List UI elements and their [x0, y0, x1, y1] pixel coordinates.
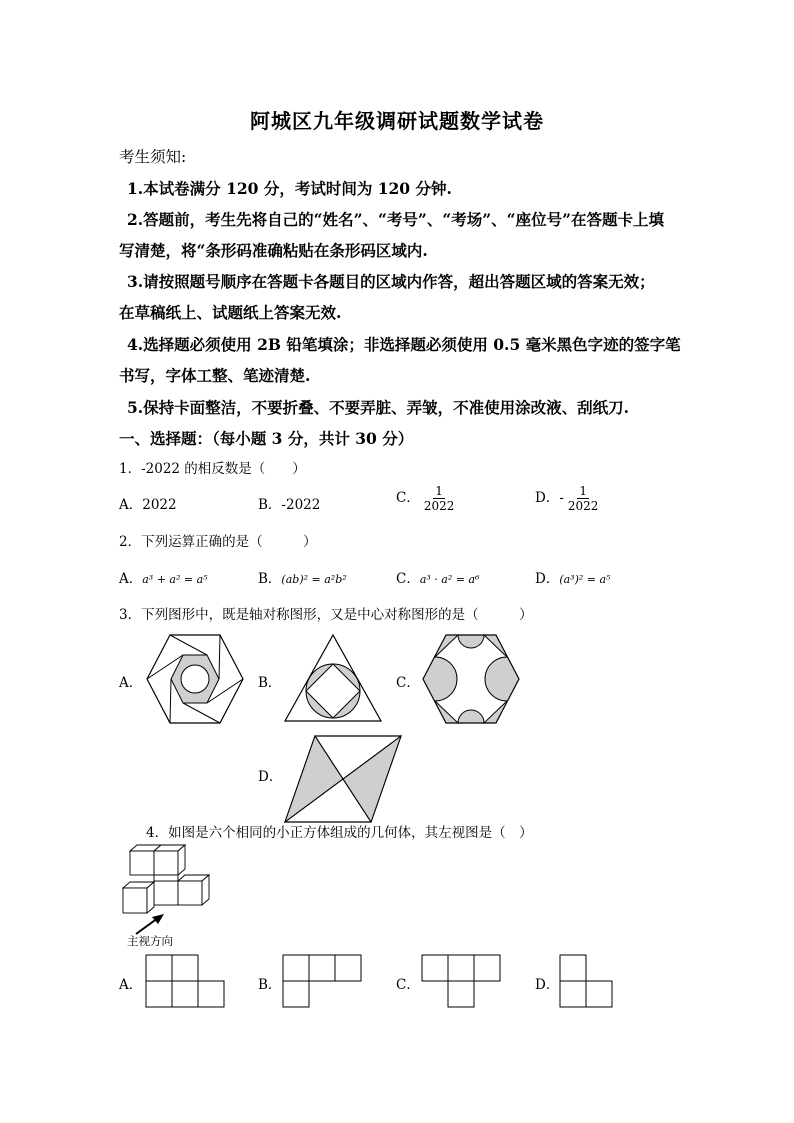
q2-option-c-prefix: C．	[396, 571, 420, 587]
q2-option-d-prefix: D．	[535, 571, 560, 587]
q3-option-c-label: C．	[396, 675, 420, 691]
q2-option-d-formula: (a³)² = a⁵	[559, 573, 611, 586]
q4-view-d	[559, 954, 617, 1008]
q1-option-a: A．2022	[119, 497, 177, 513]
notice-item: 在草稿纸上、试题纸上答案无效.	[119, 303, 342, 322]
fraction-numerator: 1	[435, 484, 443, 498]
question-2-stem: 2．下列运算正确的是（ ）	[119, 534, 317, 550]
section-heading: 一、选择题：（每小题 3 分，共计 30 分）	[119, 429, 414, 448]
q3-figure-a	[145, 633, 245, 725]
q1-option-d-prefix: D．-	[535, 490, 564, 506]
page-title: 阿城区九年级调研试题数学试卷	[250, 109, 544, 133]
question-3-stem: 3．下列图形中，既是轴对称图形，又是中心对称图形的是（ ）	[119, 607, 533, 623]
q4-view-c	[421, 954, 503, 1008]
q3-figure-b	[283, 633, 383, 723]
q2-option-a	[119, 567, 208, 587]
q2-option-c-formula: a³ · a² = a⁶	[419, 573, 480, 586]
q4-view-a	[145, 954, 227, 1008]
q2-option-d	[535, 567, 610, 587]
q1-option-d	[535, 484, 598, 513]
notice-item: 书写，字体工整、笔迹清楚.	[119, 366, 311, 385]
q3-option-b-label: B．	[258, 675, 282, 691]
notice-item: 写清楚，将“条形码准确粘贴在条形码区域内.	[119, 241, 428, 260]
q2-option-a-formula: a³ + a² = a⁵	[142, 573, 208, 586]
q4-option-b-label: B．	[258, 977, 282, 993]
q2-option-a-prefix: A．	[119, 571, 143, 587]
q3-figure-c	[421, 633, 521, 725]
question-1-stem: 1．-2022 的相反数是（ ）	[119, 461, 306, 477]
view-direction-label: 主视方向	[127, 934, 173, 948]
q1-option-d-fraction	[568, 484, 599, 513]
q2-option-b-prefix: B．	[258, 571, 282, 587]
q3-figure-d	[283, 734, 403, 824]
question-4-stem: 4．如图是六个相同的小正方体组成的几何体，其左视图是（ ）	[146, 825, 533, 841]
q1-option-b: B．-2022	[258, 497, 321, 513]
q4-cube-figure	[118, 843, 218, 920]
q3-option-d-label: D．	[258, 769, 283, 785]
q4-option-c-label: C．	[396, 977, 420, 993]
q1-option-c	[396, 484, 454, 513]
fraction-denominator: 2022	[567, 499, 599, 513]
q4-view-b	[282, 954, 364, 1008]
q4-option-d-label: D．	[535, 977, 560, 993]
notice-item: 2.答题前，考生先将自己的“姓名”、“考号”、“考场”、“座位号”在答题卡上填	[127, 210, 665, 229]
notice-item: 4.选择题必须使用 2B 铅笔填涂；非选择题必须使用 0.5 毫米黑色字迹的签字笔	[127, 335, 681, 354]
q4-option-a-label: A．	[119, 977, 143, 993]
q1-option-c-fraction	[424, 484, 455, 513]
q2-option-c	[396, 567, 479, 587]
q3-option-a-label: A．	[119, 675, 143, 691]
notice-item: 5.保持卡面整洁，不要折叠、不要弄脏、弄皱，不准使用涂改液、刮纸刀.	[127, 398, 630, 417]
notice-item: 1.本试卷满分 120 分，考试时间为 120 分钟.	[127, 179, 452, 198]
notice-heading: 考生须知:	[119, 148, 187, 166]
q2-option-b	[258, 567, 347, 587]
q1-option-c-prefix: C．	[396, 490, 420, 506]
fraction-denominator: 2022	[423, 499, 455, 513]
fraction-numerator: 1	[579, 484, 587, 498]
notice-item: 3.请按照题号顺序在答题卡各题目的区域内作答，超出答题区域的答案无效；	[127, 272, 655, 291]
q2-option-b-formula: (ab)² = a²b²	[281, 573, 347, 586]
